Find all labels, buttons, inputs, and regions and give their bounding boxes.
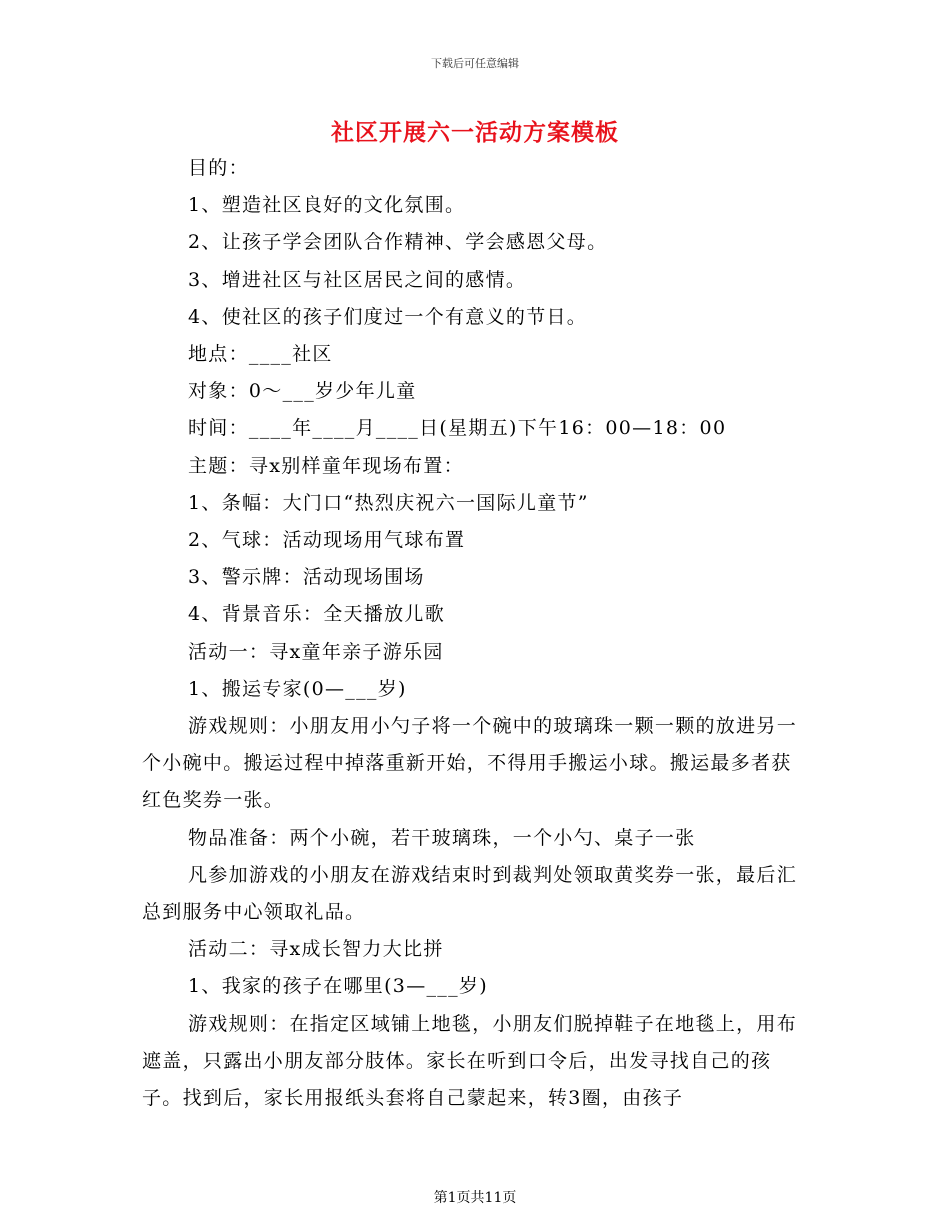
list-item: 2、让孩子学会团队合作精神、学会感恩父母。 xyxy=(188,231,608,254)
list-item: 1、搬运专家(0—___岁) xyxy=(188,677,407,700)
activity-two-heading: 活动二：寻x成长智力大比拼 xyxy=(188,938,444,961)
game-rules-paragraph: 游戏规则：小朋友用小勺子将一个碗中的玻璃珠一颗一颗的放进另一个小碗中。搬运过程中掉落重新开始，不得用手搬运小球。搬运最多者获红色奖券一张。 xyxy=(142,715,798,812)
list-item: 1、我家的孩子在哪里(3—___岁) xyxy=(188,975,488,998)
document-title: 社区开展六一活动方案模板 xyxy=(331,119,619,146)
header-note: 下载后可任意编辑 xyxy=(431,57,519,70)
list-item: 4、使社区的孩子们度过一个有意义的节日。 xyxy=(188,305,588,328)
list-item: 3、增进社区与社区居民之间的感情。 xyxy=(188,268,527,291)
game-rules-paragraph: 游戏规则：在指定区域铺上地毯，小朋友们脱掉鞋子在地毯上，用布遮盖，只露出小朋友部分肢体。家长在听到口令后，出发寻找自己的孩子。找到后，家长用报纸头套将自己蒙起来，转3圈，由孩子 xyxy=(142,1012,798,1110)
document-body xyxy=(142,150,802,1117)
page-number: 第1页共11页 xyxy=(433,1190,517,1206)
list-item: 3、警示牌：活动现场围场 xyxy=(188,566,425,589)
time-line: 时间：____年____月____日(星期五)下午16：00—18：00 xyxy=(188,417,727,440)
list-item: 1、条幅：大门口“热烈庆祝六一国际儿童节” xyxy=(188,491,589,514)
list-item: 4、背景音乐：全天播放儿歌 xyxy=(188,603,445,626)
location-line: 地点：____社区 xyxy=(188,343,333,366)
theme-line: 主题：寻x别样童年现场布置： xyxy=(188,454,464,477)
materials-line: 物品准备：两个小碗，若干玻璃珠，一个小勺、桌子一张 xyxy=(188,826,696,849)
audience-line: 对象：0～___岁少年儿童 xyxy=(188,380,417,403)
reward-paragraph: 凡参加游戏的小朋友在游戏结束时到裁判处领取黄奖券一张，最后汇总到服务中心领取礼品。 xyxy=(142,863,798,924)
list-item: 2、气球：活动现场用气球布置 xyxy=(188,529,466,552)
section-heading-purpose: 目的： xyxy=(188,157,249,179)
list-item: 1、塑造社区良好的文化氛围。 xyxy=(188,194,466,217)
activity-one-heading: 活动一：寻x童年亲子游乐园 xyxy=(188,640,444,663)
